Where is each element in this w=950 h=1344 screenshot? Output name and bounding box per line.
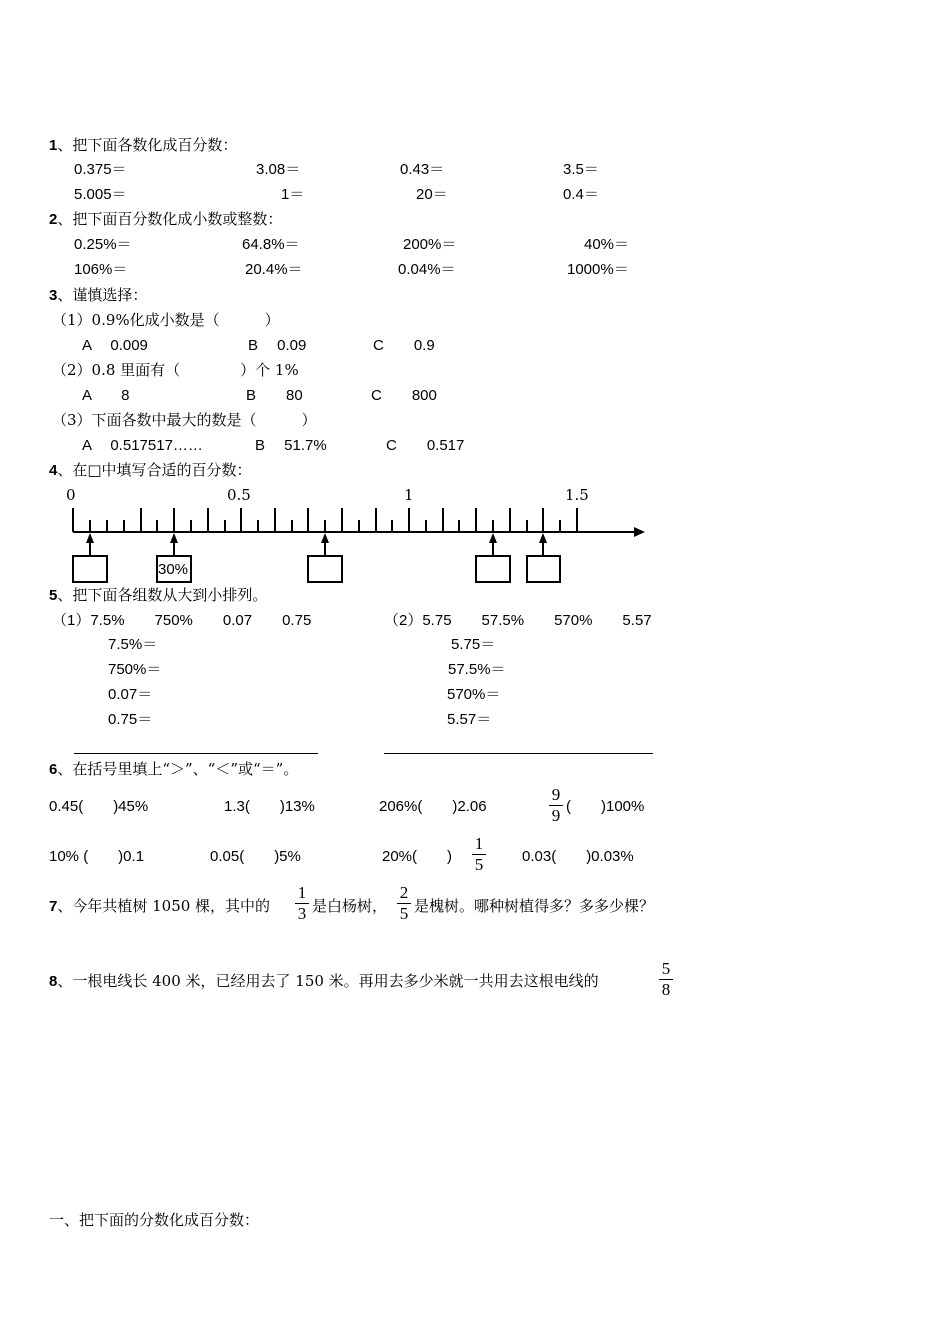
q3-p2-option-c: C 800 — [371, 387, 437, 404]
q5-group2-item: 5.57＝ — [447, 711, 492, 728]
compare-item: 0.45( )45% — [49, 798, 149, 815]
q5-heading — [49, 588, 267, 603]
q3-p3-option-b: B 51.7% — [255, 437, 327, 454]
compare-item: 0.05( )5% — [210, 848, 301, 865]
q3-p3-option-c: C 0.517 — [386, 437, 465, 454]
q3-number: 3 — [49, 287, 58, 304]
fraction — [397, 884, 411, 923]
answer-boxes — [73, 556, 560, 582]
number-line-arrows — [86, 533, 547, 556]
number-line-ticks — [73, 508, 577, 532]
q3-title: 、谨慎选择： — [57, 286, 148, 304]
q7-text-part: 、今年共植树 1050 棵，其中的 — [57, 897, 271, 915]
q5-group1-item: 750%＝ — [108, 661, 162, 678]
fraction — [659, 960, 673, 999]
compare-item: 20%( ) — [382, 848, 453, 865]
answer-line — [74, 753, 318, 754]
fraction-denominator: 5 — [399, 904, 409, 923]
compare-item: 10% ( )0.1 — [49, 848, 145, 865]
fraction-numerator: 9 — [551, 785, 561, 804]
q5-group2-item: 570%＝ — [447, 686, 501, 703]
q5-title: 、把下面各组数从大到小排列。 — [57, 586, 268, 604]
q5-group2-item: 5.75＝ — [451, 636, 496, 653]
q5-group1-header: （1）7.5% 750% 0.07 0.75 — [52, 612, 312, 629]
number-line-label: 0 — [66, 486, 76, 504]
q1-title: 、把下面各数化成百分数： — [57, 136, 238, 154]
fraction-numerator: 1 — [474, 834, 484, 853]
q3-p2-option-b: B 80 — [246, 387, 303, 404]
compare-item: 1.3( )13% — [224, 798, 315, 815]
q6-heading — [49, 762, 298, 777]
q1-number: 1 — [49, 137, 58, 154]
compare-item: 0.03( )0.03% — [522, 848, 634, 865]
q7-text-part: 是槐树。哪种树植得多？多多少棵？ — [414, 897, 655, 915]
fraction — [549, 786, 563, 825]
q3-p1-option-c: C 0.9 — [373, 337, 435, 354]
fraction-denominator: 8 — [661, 980, 671, 999]
q4-number: 4 — [49, 462, 58, 479]
fraction — [472, 835, 486, 874]
q2-item: 20.4%＝ — [245, 261, 303, 278]
q5-number: 5 — [49, 587, 58, 604]
q5-group2-header: （2）5.75 57.5% 570% 5.57 — [384, 612, 652, 629]
q3-p1-option-a: A 0.009 — [82, 337, 148, 354]
q2-item: 106%＝ — [74, 261, 128, 278]
q7-number: 7 — [49, 898, 58, 915]
q2-item: 200%＝ — [403, 236, 457, 253]
q1-item: 0.43＝ — [400, 161, 445, 178]
compare-item: ( )100% — [566, 798, 645, 815]
q5-group1-item: 0.07＝ — [108, 686, 153, 703]
q3-p2-option-a: A 8 — [82, 387, 130, 404]
q7-text — [49, 899, 270, 914]
q2-item: 64.8%＝ — [242, 236, 300, 253]
q7-text-part: 是白杨树， — [312, 897, 388, 915]
answer-line — [384, 753, 653, 754]
q3-p1-option-b: B 0.09 — [248, 337, 307, 354]
q5-group1-item: 7.5%＝ — [108, 636, 158, 653]
q6-number: 6 — [49, 761, 58, 778]
q2-item: 1000%＝ — [567, 261, 629, 278]
q8-text-part: 、一根电线长 400 米，已经用去了 150 米。再用去多少米就一共用去这根电线的 — [57, 972, 599, 990]
fraction-numerator: 2 — [399, 883, 409, 902]
fraction-denominator: 3 — [297, 904, 307, 923]
q1-item: 0.4＝ — [563, 186, 599, 203]
fraction-denominator: 5 — [474, 855, 484, 874]
q2-number: 2 — [49, 211, 58, 228]
compare-item: 206%( )2.06 — [379, 798, 487, 815]
section-heading: 一、把下面的分数化成百分数： — [49, 1211, 260, 1229]
fraction-denominator: 9 — [551, 806, 561, 825]
q4-title: 、在□中填写合适的百分数： — [57, 461, 252, 479]
fraction — [295, 884, 309, 923]
q6-title: 、在括号里填上“＞”、“＜”或“＝”。 — [57, 760, 299, 778]
q2-item: 0.25%＝ — [74, 236, 132, 253]
q2-title: 、把下面百分数化成小数或整数： — [57, 210, 283, 228]
q1-item: 5.005＝ — [74, 186, 127, 203]
number-line-label: 0.5 — [227, 486, 251, 504]
q5-group2-item: 57.5%＝ — [448, 661, 506, 678]
q1-item: 1＝ — [281, 186, 305, 203]
q1-item: 20＝ — [416, 186, 448, 203]
q5-group1-item: 0.75＝ — [108, 711, 153, 728]
q3-p1-stem: （1）0.9%化成小数是（ ） — [52, 311, 280, 329]
q3-p2-stem: （2）0.8 里面有（ ）个 1% — [52, 361, 299, 379]
q8-number: 8 — [49, 973, 58, 990]
q1-item: 3.5＝ — [563, 161, 599, 178]
q2-item: 0.04%＝ — [398, 261, 456, 278]
q1-item: 0.375＝ — [74, 161, 127, 178]
given-answer-box-text: 30% — [158, 561, 189, 578]
fraction-numerator: 1 — [297, 883, 307, 902]
q8-text — [49, 974, 599, 989]
number-line-label: 1 — [404, 486, 414, 504]
q1-item: 3.08＝ — [256, 161, 301, 178]
number-line-label: 1.5 — [565, 486, 589, 504]
q2-item: 40%＝ — [584, 236, 630, 253]
q3-p3-stem: （3）下面各数中最大的数是（ ） — [52, 411, 317, 429]
fraction-numerator: 5 — [661, 959, 671, 978]
q3-p3-option-a: A 0.517517…… — [82, 437, 203, 454]
